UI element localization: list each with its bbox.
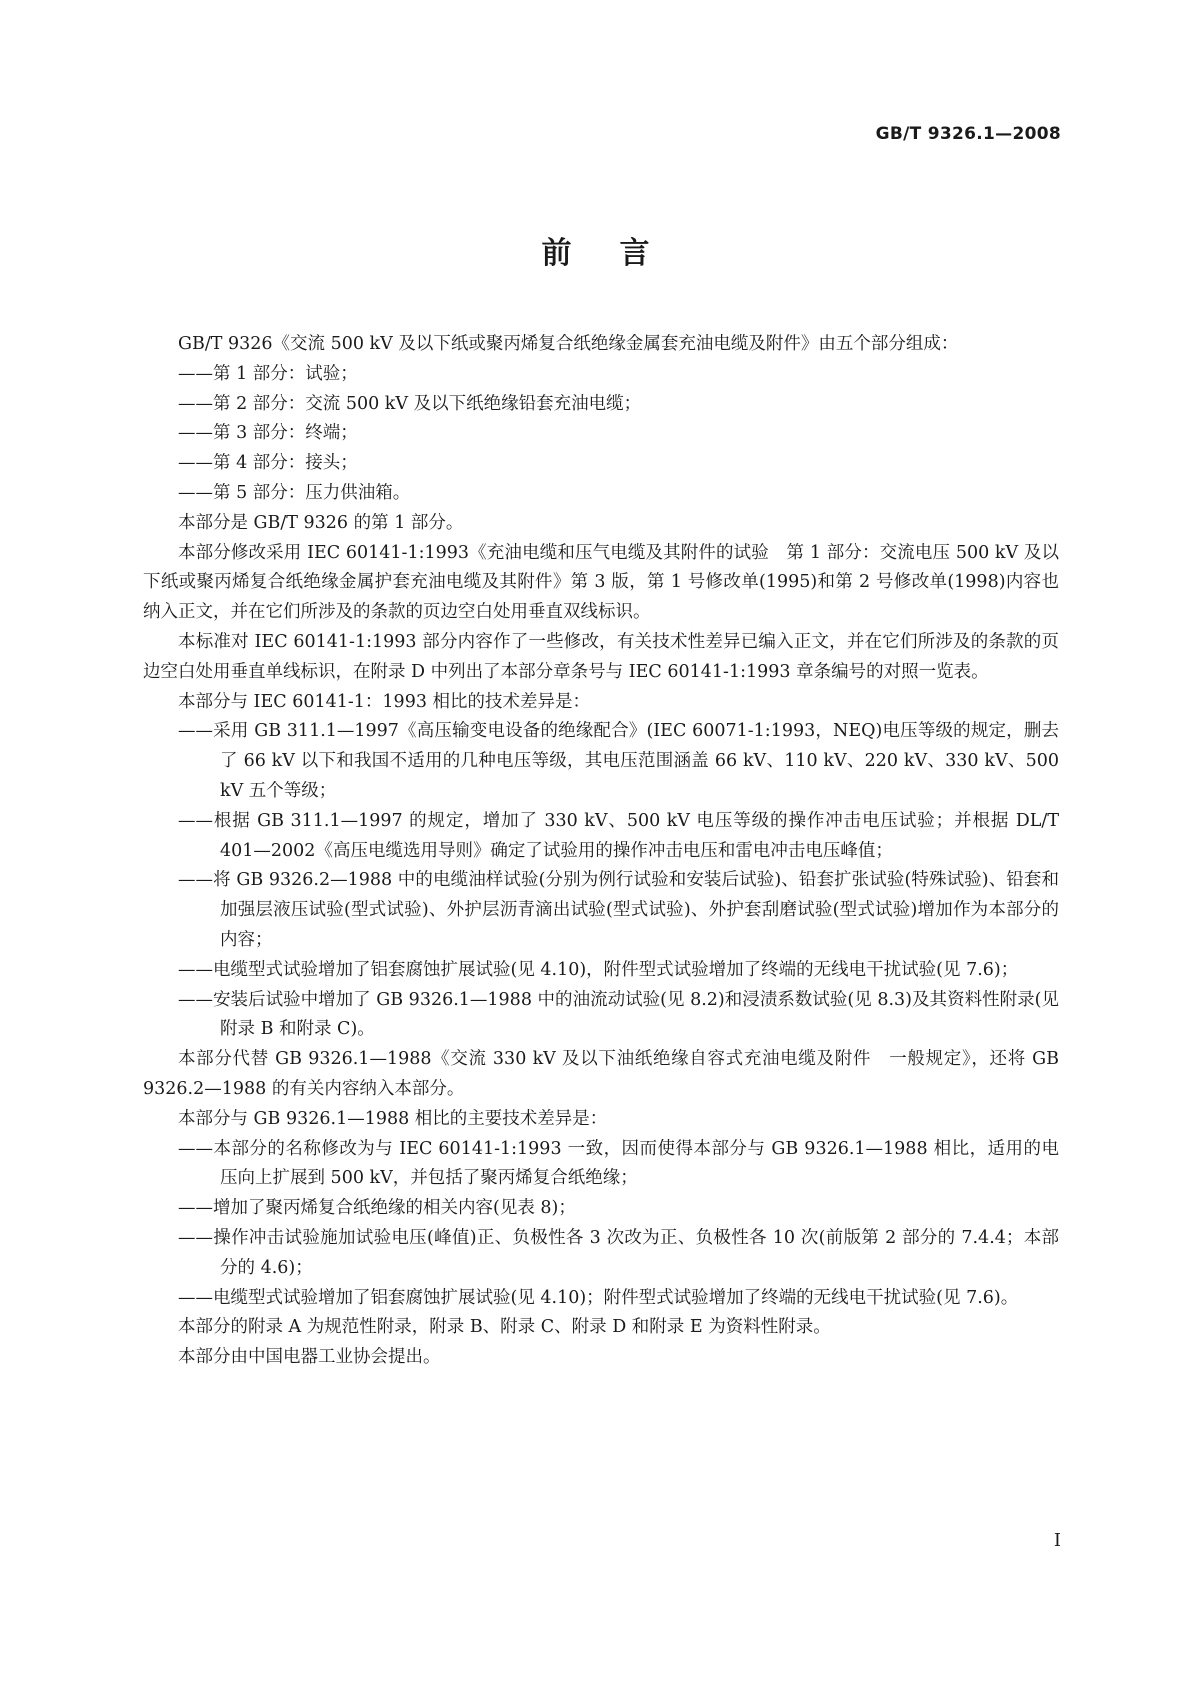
list-item: ——将 GB 9326.2—1988 中的电缆油样试验(分别为例行试验和安装后试验)、铅套扩张试验(特殊试验)、铅套和加强层液压试验(型式试验)、外护层沥青滴出试验(型式试验)、外护套刮磨试验(型式试验)增加作为本部分的内容； — [178, 870, 1059, 950]
list-item: ——采用 GB 311.1—1997《高压输变电设备的绝缘配合》(IEC 60071-1:1993，NEQ)电压等级的规定，删去了 66 kV 以下和我国不适用的几种电压等级，其电压范围涵盖 66 kV、110 kV、220 kV、330 kV、500 kV 五个等级； — [178, 721, 1059, 801]
list-item: ——本部分的名称修改为与 IEC 60141-1:1993 一致，因而使得本部分与 GB 9326.1—1988 相比，适用的电压向上扩展到 500 kV，并包括了聚丙烯复合纸绝缘； — [178, 1138, 1059, 1189]
paragraph: 本部分代替 GB 9326.1—1988《交流 330 kV 及以下油纸绝缘自容式充油电缆及附件 一般规定》，还将 GB 9326.2—1988 的有关内容纳入本部分。 — [143, 1049, 1059, 1099]
paragraph: 本部分是 GB/T 9326 的第 1 部分。 — [178, 512, 464, 533]
list-item: ——第 5 部分：压力供油箱。 — [178, 482, 411, 503]
standard-number: GB/T 9326.1—2008 — [875, 124, 1061, 144]
list-item: ——第 3 部分：终端； — [178, 423, 358, 444]
page-number: I — [1053, 1530, 1061, 1551]
list-item: ——第 2 部分：交流 500 kV 及以下纸绝缘铅套充油电缆； — [178, 393, 642, 414]
list-item: ——增加了聚丙烯复合纸绝缘的相关内容(见表 8)； — [178, 1198, 576, 1219]
list-item: ——电缆型式试验增加了铝套腐蚀扩展试验(见 4.10)；附件型式试验增加了终端的无线电干扰试验(见 7.6)。 — [178, 1287, 1019, 1308]
paragraph: 本部分由中国电器工业协会提出。 — [178, 1347, 441, 1368]
page-title: 前言 — [541, 236, 698, 271]
paragraph: 本部分修改采用 IEC 60141-1:1993《充油电缆和压气电缆及其附件的试验 第 1 部分：交流电压 500 kV 及以下纸或聚丙烯复合纸绝缘金属护套充油电缆及其附件》第 3 版，第 1 号修改单(1995)和第 2 号修改单(1998)内容也纳入正文，并在它们所涉及的条款的页边空白处用垂直双线标识。 — [143, 542, 1059, 623]
foreword-body — [143, 330, 1059, 1373]
list-item: ——根据 GB 311.1—1997 的规定，增加了 330 kV、500 kV 电压等级的操作冲击电压试验；并根据 DL/T 401—2002《高压电缆选用导则》确定了试验用的操作冲击电压和雷电冲击电压峰值； — [178, 810, 1059, 861]
paragraph: 本标准对 IEC 60141-1:1993 部分内容作了一些修改，有关技术性差异已编入正文，并在它们所涉及的条款的页边空白处用垂直单线标识，在附录 D 中列出了本部分章条号与 IEC 60141-1:1993 章条编号的对照一览表。 — [143, 631, 1059, 682]
list-item: ——操作冲击试验施加试验电压(峰值)正、负极性各 3 次改为正、负极性各 10 次(前版第 2 部分的 7.4.4；本部分的 4.6)； — [178, 1227, 1059, 1278]
paragraph: 本部分与 IEC 60141-1：1993 相比的技术差异是： — [178, 691, 591, 712]
list-item: ——电缆型式试验增加了铝套腐蚀扩展试验(见 4.10)，附件型式试验增加了终端的无线电干扰试验(见 7.6)； — [178, 959, 1019, 980]
list-item: ——第 4 部分：接头； — [178, 453, 358, 474]
list-item: ——第 1 部分：试验； — [178, 363, 358, 384]
paragraph: GB/T 9326《交流 500 kV 及以下纸或聚丙烯复合纸绝缘金属套充油电缆及附件》由五个部分组成： — [178, 334, 959, 354]
paragraph: 本部分与 GB 9326.1—1988 相比的主要技术差异是： — [178, 1108, 608, 1129]
paragraph: 本部分的附录 A 为规范性附录，附录 B、附录 C、附录 D 和附录 E 为资料性附录。 — [178, 1317, 831, 1338]
list-item: ——安装后试验中增加了 GB 9326.1—1988 中的油流动试验(见 8.2)和浸渍系数试验(见 8.3)及其资料性附录(见附录 B 和附录 C)。 — [178, 989, 1059, 1040]
